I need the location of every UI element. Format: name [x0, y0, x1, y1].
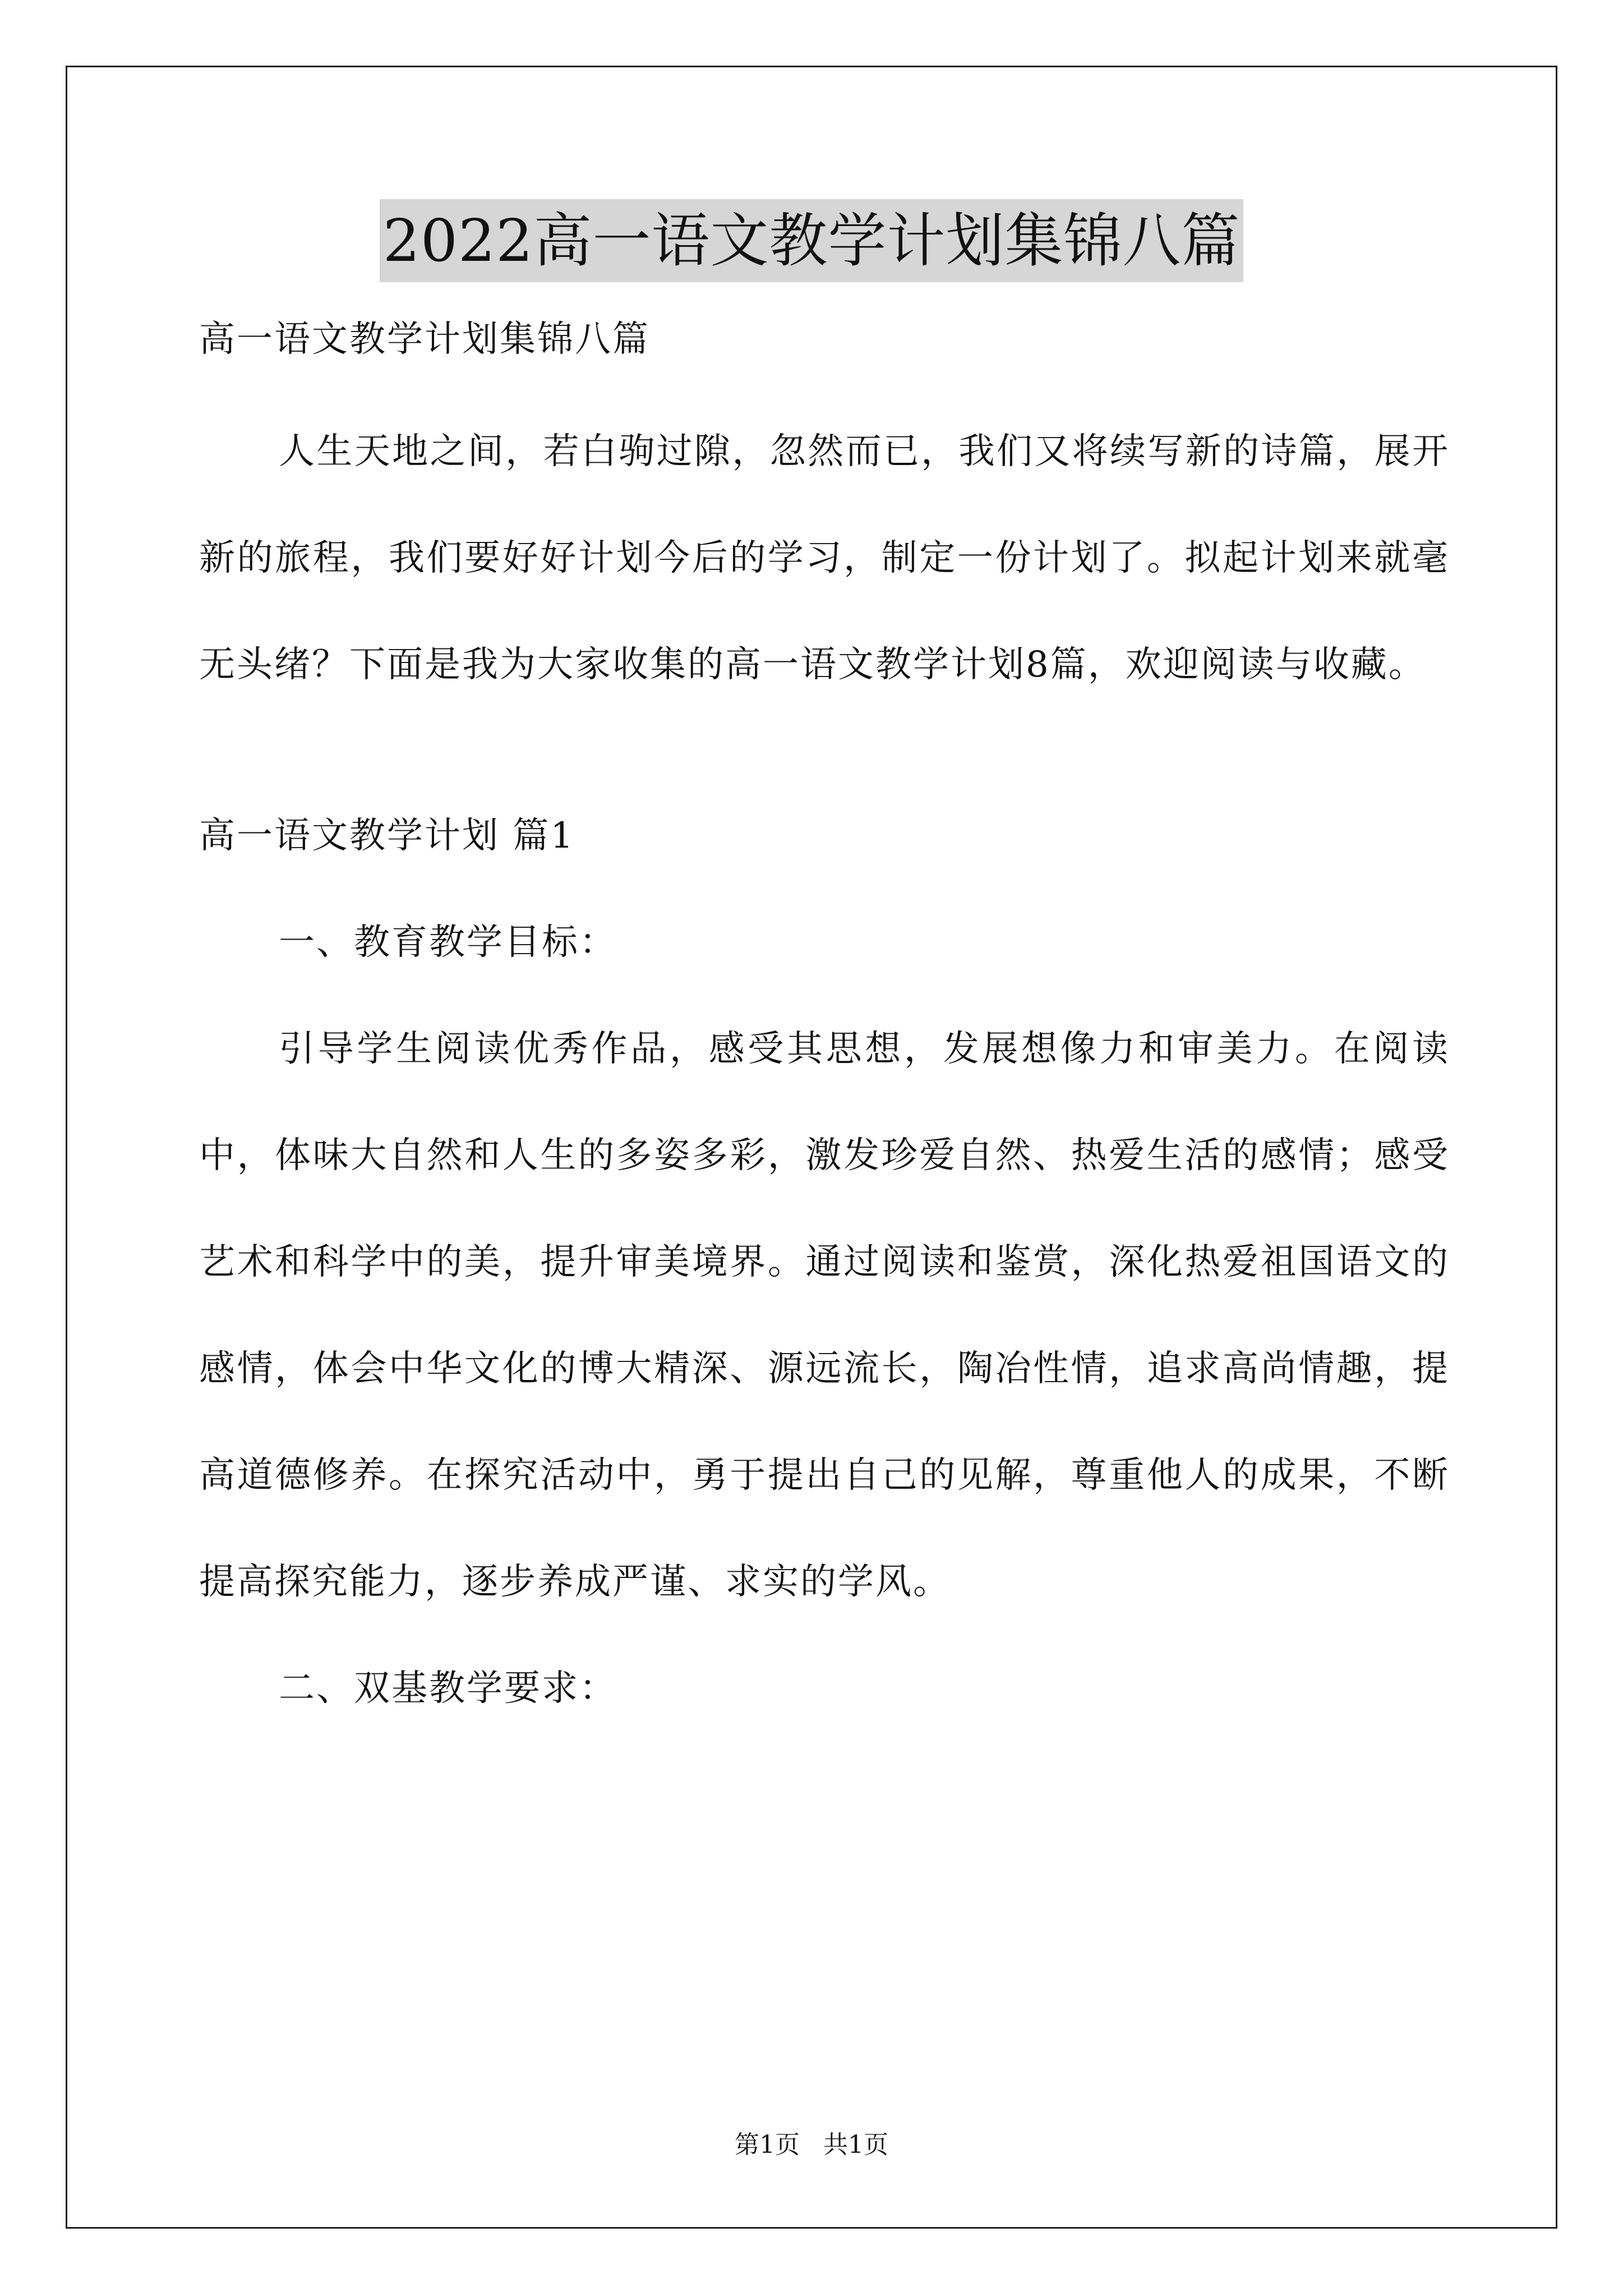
document-title: 2022高一语文教学计划集锦八篇 [380, 199, 1244, 282]
intro-paragraph: 人生天地之间，若白驹过隙，忽然而已，我们又将续写新的诗篇，展开新的旅程，我们要好好计划今后的学习，制定一份计划了。拟起计划来就毫无头绪？下面是我为大家收集的高一语文教学计划8篇，欢迎阅读与收藏。 [199, 431, 1450, 685]
page-footer: 第1页 共1页 [735, 2131, 888, 2159]
section-heading: 高一语文教学计划 篇1 [199, 815, 575, 857]
document-body [199, 311, 1450, 1742]
item2-heading: 二、双基教学要求： [279, 1668, 617, 1709]
item1-body: 引导学生阅读优秀作品，感受其思想，发展想像力和审美力。在阅读中，体味大自然和人生的多姿多彩，激发珍爱自然、热爱生活的感情；感受艺术和科学中的美，提升审美境界。通过阅读和鉴赏，深化热爱祖国语文的感情，体会中华文化的博大精深、源远流长，陶冶性情，追求高尚情趣，提高道德修养。在探究活动中，勇于提出自己的见解，尊重他人的成果，不断提高探究能力，逐步养成严谨、求实的学风。 [199, 1028, 1450, 1603]
document-subtitle: 高一语文教学计划集锦八篇 [199, 319, 650, 360]
title-container [0, 199, 1623, 282]
item1-heading: 一、教育教学目标： [279, 922, 617, 963]
